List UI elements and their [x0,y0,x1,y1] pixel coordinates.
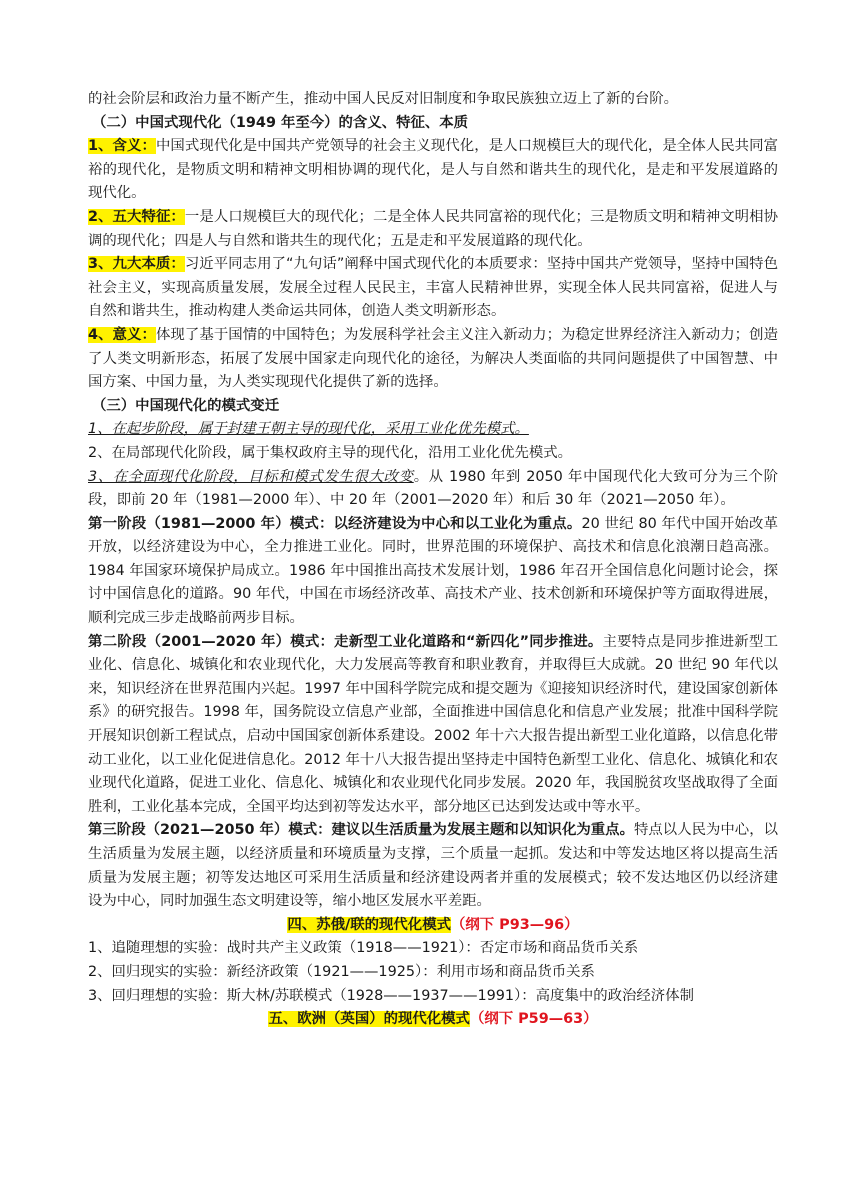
paragraph-stage3 [88,819,778,913]
paragraph-meaning [88,135,778,206]
paragraph-stage2 [88,631,778,820]
section5-ref: （纲下 P59—63） [469,1011,598,1028]
stage3-title: 第三阶段（2021—2050 年）模式：建议以生活质量为发展主题和以知识化为重点。 [88,822,634,839]
significance-text: 体现了基于国情的中国特色；为发展科学社会主义注入新动力；为稳定世界经济注入新动力；创造了人类文明新形态，拓展了发展中国家走向现代化的途径，为解决人类面临的共同问题提供了中国智慧、中国方案、中国力量，为人类实现现代化提供了新的选择。 [88,326,778,391]
paragraph-stage1 [88,513,778,631]
stage3-text: 特点以人民为中心，以生活质量为发展主题，以经济质量和环境质量为支撑，三个质量一起抓。发达和中等发达地区将以提高生活质量为发展主题；初等发达地区可采用生活质量和经济建设两者并重的发展模式；较不发达地区仍以经济建设为中心，同时加强生态文明建设等，缩小地区发展水平差距。 [88,822,778,910]
section4-item3: 3、回归理想的实验：斯大林/苏联模式（1928——1937——1991）：高度集中的政治经济体制 [88,987,694,1004]
section4-ref: （纲下 P93—96） [450,916,579,933]
document-page [88,88,778,1032]
item1-underlined: 1、在起步阶段，属于封建王朝主导的现代化，采用工业化优先模式。 [88,421,529,438]
section4-heading-line [88,914,778,938]
section3-item2: 2、在局部现代化阶段，属于集权政府主导的现代化，沿用工业化优先模式。 [88,444,573,461]
stage1-text: 20 世纪 80 年代中国开始改革开放，以经济建设为中心，全力推进工业化。同时，世界范围的环境保护、高技术和信息化浪潮日趋高涨。1984 年国家环境保护局成立。1986 年中国推出高技术发展计划，1986 年召开全国信息化问题讨论会，探讨中国信息化的道路。90 年代，中国在市场经济改革、高技术产业、技术创新和环境保护等方面取得进展，顺利完成三步走战略前两步目标。 [88,515,778,627]
essence-label: 3、九大本质： [88,256,185,273]
paragraph-significance [88,324,778,395]
meaning-text: 中国式现代化是中国共产党领导的社会主义现代化，是人口规模巨大的现代化，是全体人民共同富裕的现代化，是物质文明和精神文明相协调的现代化，是人与自然和谐共生的现代化，是走和平发展道路的现代化。 [88,138,778,202]
features-text: 一是人口规模巨大的现代化；二是全体人民共同富裕的现代化；三是物质文明和精神文明相协调的现代化；四是人与自然和谐共生的现代化；五是走和平发展道路的现代化。 [88,208,778,249]
section5-heading-line [88,1008,778,1032]
section3-heading: （三）中国现代化的模式变迁 [92,397,280,414]
meaning-label: 1、含义： [88,138,156,155]
item3-rest: 。从 1980 年到 2050 年中国现代化大致可分为三个阶段，即前 20 年（1981—2000 年）、中 20 年（2001—2020 年）和后 30 年（2021—2050 年）。 [88,468,778,509]
section3-item3 [88,466,778,513]
section5-heading: 五、欧洲（英国）的现代化模式 [268,1011,470,1028]
section4-heading: 四、苏俄/联的现代化模式 [287,916,451,933]
section3-item1 [88,418,778,442]
paragraph-features [88,206,778,253]
stage2-title: 第二阶段（2001—2020 年）模式：走新型工业化道路和“新四化”同步推进。 [88,633,603,650]
features-label: 2、五大特征： [88,208,185,225]
essence-text: 习近平同志用了“九句话”阐释中国式现代化的本质要求：坚持中国共产党领导，坚持中国特色社会主义，实现高质量发展，发展全过程人民民主，丰富人民精神世界，实现全体人民共同富裕，促进人与自然和谐共生，推动构建人类命运共同体，创造人类文明新形态。 [88,256,778,320]
paragraph-essence [88,253,778,324]
stage2-text: 主要特点是同步推进新型工业化、信息化、城镇化和农业现代化，大力发展高等教育和职业教育，并取得巨大成就。20 世纪 90 年代以来，知识经济在世界范围内兴起。1997 年中国科学院完成和提交题为《迎接知识经济时代，建设国家创新体系》的研究报告。1998 年，国务院设立信息产业部，全面推进中国信息化和信息产业发展；批准中国科学院开展知识创新工程试点，启动中国国家创新体系建设。2002 年十六大报告提出新型工业化道路，以信息化带动工业化，以工业化促进信息化。2012 年十八大报告提出坚持走中国特色新型工业化、信息化、城镇化和农业现代化道路，促进工业化、信息化、城镇化和农业现代化同步发展。2020 年，我国脱贫攻坚战取得了全面胜利，工业化基本完成，全国平均达到初等发达水平，部分地区已达到发达或中等水平。 [88,633,778,815]
section4-item2: 2、回归现实的实验：新经济政策（1921——1925）：利用市场和商品货币关系 [88,963,595,980]
section2-heading: （二）中国式现代化（1949 年至今）的含义、特征、本质 [92,114,469,131]
item3-underlined: 3、在全面现代化阶段，目标和模式发生很大改变 [88,468,414,485]
section4-item1: 1、追随理想的实验：战时共产主义政策（1918——1921）：否定市场和商品货币关系 [88,940,639,957]
stage1-title: 第一阶段（1981—2000 年）模式：以经济建设为中心和以工业化为重点。 [88,515,582,532]
significance-label: 4、意义： [88,326,156,343]
paragraph-intro-tail: 的社会阶层和政治力量不断产生，推动中国人民反对旧制度和争取民族独立迈上了新的台阶。 [88,91,679,107]
